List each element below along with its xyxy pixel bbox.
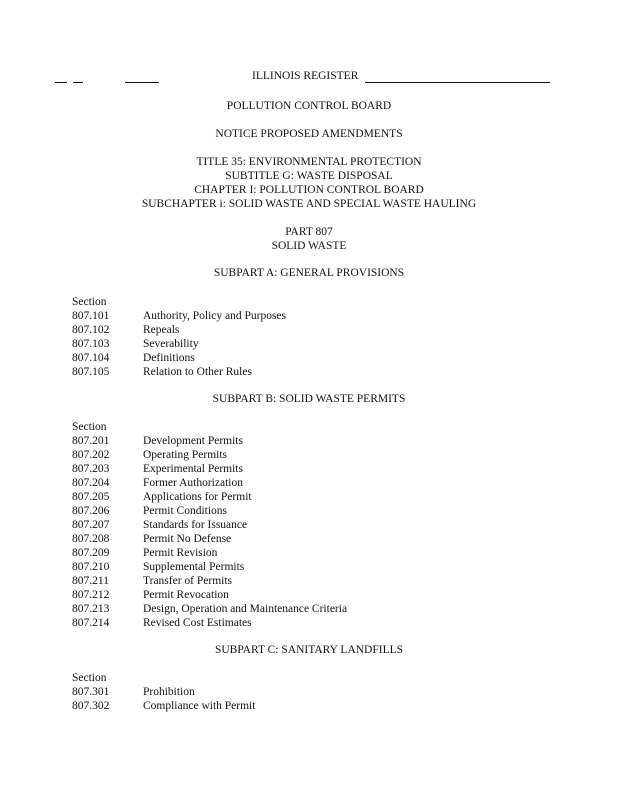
section-number: 807.205	[72, 491, 110, 503]
part-number: PART 807	[285, 226, 333, 238]
subpart-heading: SUBPART B: SOLID WASTE PERMITS	[212, 393, 406, 405]
section-number: 807.206	[72, 505, 110, 517]
section-title: Severability	[143, 338, 199, 350]
section-number: 807.204	[72, 477, 110, 489]
section-title: Permit No Defense	[143, 533, 232, 545]
section-number: 807.105	[72, 366, 110, 378]
section-number: 807.301	[72, 686, 110, 698]
section-label: Section	[72, 421, 107, 433]
section-number: 807.202	[72, 449, 110, 461]
toc-entry	[72, 588, 472, 602]
section-number: 807.211	[72, 575, 109, 587]
toc-entry	[72, 365, 472, 379]
section-title: Relation to Other Rules	[143, 366, 252, 378]
section-number: 807.214	[72, 617, 110, 629]
section-title: Permit Revocation	[143, 589, 229, 601]
toc-entry	[72, 616, 472, 630]
agency-name: POLLUTION CONTROL BOARD	[226, 100, 392, 112]
section-title: Revised Cost Estimates	[143, 617, 252, 629]
section-number: 807.103	[72, 338, 110, 350]
section-number: 807.302	[72, 700, 110, 712]
section-title: Supplemental Permits	[143, 561, 245, 573]
section-number: 807.212	[72, 589, 110, 601]
section-number: 807.201	[72, 435, 110, 447]
register-header	[55, 70, 550, 86]
toc-entry	[72, 504, 472, 518]
toc-entry	[72, 323, 472, 337]
section-title: Design, Operation and Maintenance Criteria	[143, 603, 348, 615]
header-rule	[73, 82, 83, 83]
part-name: SOLID WASTE	[271, 240, 347, 252]
notice-title: NOTICE PROPOSED AMENDMENTS	[215, 128, 403, 140]
header-rule	[365, 82, 550, 83]
section-title: Transfer of Permits	[143, 575, 233, 587]
section-number: 807.209	[72, 547, 110, 559]
section-number: 807.210	[72, 561, 110, 573]
section-number: 807.104	[72, 352, 110, 364]
section-number: 807.213	[72, 603, 110, 615]
section-title: Applications for Permit	[143, 491, 252, 503]
toc-entry	[72, 602, 472, 616]
title-line: TITLE 35: ENVIRONMENTAL PROTECTION	[196, 156, 422, 168]
section-title: Prohibition	[143, 686, 195, 698]
toc-entry	[72, 574, 472, 588]
toc-entry	[72, 699, 472, 713]
toc-entry	[72, 476, 472, 490]
toc-entry	[72, 685, 472, 699]
subpart-heading: SUBPART C: SANITARY LANDFILLS	[214, 644, 404, 656]
section-label: Section	[72, 296, 107, 308]
subtitle-line: SUBTITLE G: WASTE DISPOSAL	[225, 170, 393, 182]
toc-entry	[72, 518, 472, 532]
section-title: Development Permits	[143, 435, 243, 447]
toc-entry	[72, 448, 472, 462]
section-title: Permit Revision	[143, 547, 218, 559]
section-title: Compliance with Permit	[143, 700, 256, 712]
section-title: Repeals	[143, 324, 180, 336]
section-title: Former Authorization	[143, 477, 243, 489]
toc-entry	[72, 309, 472, 323]
subpart-heading: SUBPART A: GENERAL PROVISIONS	[213, 267, 405, 279]
section-number: 807.207	[72, 519, 110, 531]
section-label: Section	[72, 672, 107, 684]
section-number: 807.101	[72, 310, 110, 322]
chapter-line: CHAPTER I: POLLUTION CONTROL BOARD	[194, 184, 424, 196]
section-number: 807.203	[72, 463, 110, 475]
section-title: Definitions	[143, 352, 195, 364]
header-rule	[125, 82, 159, 83]
section-title: Operating Permits	[143, 449, 227, 461]
toc-entry	[72, 490, 472, 504]
toc-entry	[72, 560, 472, 574]
toc-entry	[72, 462, 472, 476]
section-title: Experimental Permits	[143, 463, 243, 475]
section-number: 807.102	[72, 324, 110, 336]
register-title: ILLINOIS REGISTER	[252, 70, 359, 82]
toc-entry	[72, 351, 472, 365]
subchapter-line: SUBCHAPTER i: SOLID WASTE AND SPECIAL WASTE HAULING	[141, 198, 477, 210]
section-title: Authority, Policy and Purposes	[143, 310, 286, 322]
section-number: 807.208	[72, 533, 110, 545]
header-rule	[55, 82, 67, 83]
toc-entry	[72, 337, 472, 351]
toc-entry	[72, 434, 472, 448]
toc-entry	[72, 546, 472, 560]
section-title: Standards for Issuance	[143, 519, 248, 531]
toc-entry	[72, 532, 472, 546]
section-title: Permit Conditions	[143, 505, 228, 517]
